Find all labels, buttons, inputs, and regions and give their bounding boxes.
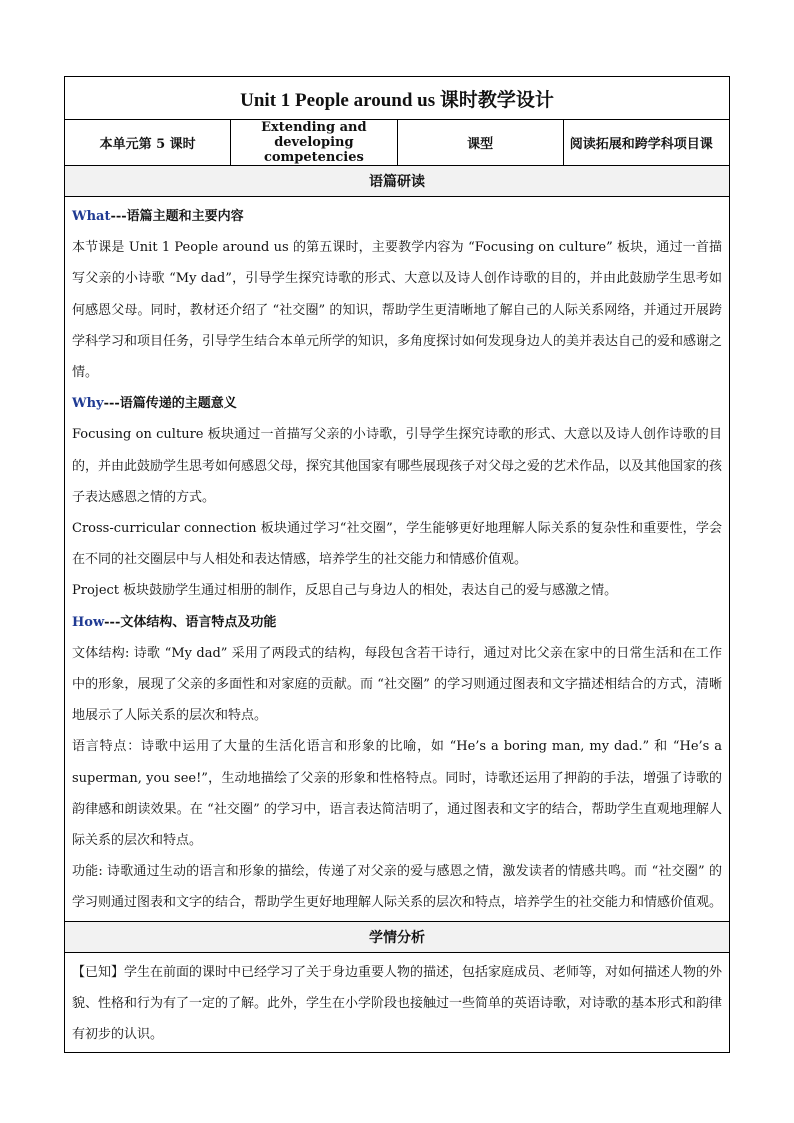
why-heading (72, 388, 722, 419)
learner-analysis-content (65, 952, 730, 1053)
why-paragraph-1: Focusing on culture 板块通过一首描写父亲的小诗歌，引导学生探究诗歌的形式、大意以及诗人创作诗歌的目的，并由此鼓励学生思考如何感恩父母，探究其他国家有哪些展现孩子对父母之爱的艺术作品，以及其他国家的孩子表达感恩之情的方式。 (72, 427, 723, 505)
lesson-number: 本单元第 5 课时 (65, 120, 231, 166)
why-paragraph-3: Project 板块鼓励学生通过相册的制作，反思自己与身边人的相处，表达自己的爱与感激之情。 (72, 583, 618, 599)
lesson-plan-document (64, 76, 730, 1053)
section-heading-text-study: 语篇研读 (65, 166, 730, 197)
lesson-plan-table (64, 76, 730, 1053)
what-heading (72, 201, 722, 232)
what-title: ---语篇主题和主要内容 (110, 209, 244, 224)
how-paragraph-1: 文体结构: 诗歌 “My dad” 采用了两段式的结构，每段包含若干诗行，通过对比父亲在家中的日常生活和在工作中的形象，展现了父亲的多面性和对家庭的贡献。而 “社交圈” 的学习则通过图表和文字描述相结合的方式，清晰地展示了人际关系的层次和特点。 (72, 645, 722, 724)
how-paragraph-3: 功能: 诗歌通过生动的语言和形象的描绘，传递了对父亲的爱与感恩之情，激发读者的情感共鸣。而 “社交圈” 的学习则通过图表和文字的结合，帮助学生更好地理解人际关系的层次和特点，培养学生的社交能力和情感价值观。 (72, 864, 723, 911)
meta-row (65, 120, 730, 166)
how-title: ---文体结构、语言特点及功能 (104, 614, 277, 630)
why-title: ---语篇传递的主题意义 (103, 396, 237, 412)
lesson-type-value: 阅读拓展和跨学科项目课 (563, 120, 729, 166)
how-keyword: How (72, 614, 105, 630)
text-study-content (65, 197, 730, 922)
why-paragraph-2: Cross-curricular connection 板块通过学习“社交圈”，学生能够更好地理解人际关系的复杂性和重要性，学会在不同的社交圈层中与人相处和表达情感，培养学生的社交能力和情感价值观。 (72, 521, 722, 568)
what-keyword: What (72, 209, 111, 224)
how-paragraph-2: 语言特点：诗歌中运用了大量的生活化语言和形象的比喻，如 “He’s a boring man, my dad.” 和 “He’s a superman, you see!”，生动地描绘了父亲的形象和性格特点。同时，诗歌还运用了押韵的手法，增强了诗歌的韵律感和朗读效果。在 “社交圈” 的学习中，语言表达简洁明了，通过图表和文字的结合，帮助学生直观地理解人际关系的层次和特点。 (72, 739, 722, 849)
known-paragraph: 【已知】学生在前面的课时中已经学习了关于身边重要人物的描述，包括家庭成员、老师等，对如何描述人物的外貌、性格和行为有了一定的了解。此外，学生在小学阶段也接触过一些简单的英语诗歌，对诗歌的基本形式和韵律有初步的认识。 (72, 964, 723, 1043)
document-title: Unit 1 People around us 课时教学设计 (65, 77, 730, 120)
how-heading (72, 607, 722, 638)
lesson-topic: Extending and developing competencies (231, 120, 397, 166)
section-heading-learner-analysis: 学情分析 (65, 921, 730, 952)
what-paragraph: 本节课是 Unit 1 People around us 的第五课时，主要教学内容为 “Focusing on culture” 板块，通过一首描写父亲的小诗歌 “My dad”，引导学生探究诗歌的形式、大意以及诗人创作诗歌的目的，并由此鼓励学生思考如何感恩父母。同时，教材还介绍了 “社交圈” 的知识，帮助学生更清晰地了解自己的人际关系网络，并通过开展跨学科学习和项目任务，引导学生结合本单元所学的知识，多角度探讨如何发现身边人的美并表达自己的爱和感谢之情。 (72, 240, 723, 381)
why-keyword: Why (72, 396, 104, 412)
lesson-type-label: 课型 (397, 120, 563, 166)
